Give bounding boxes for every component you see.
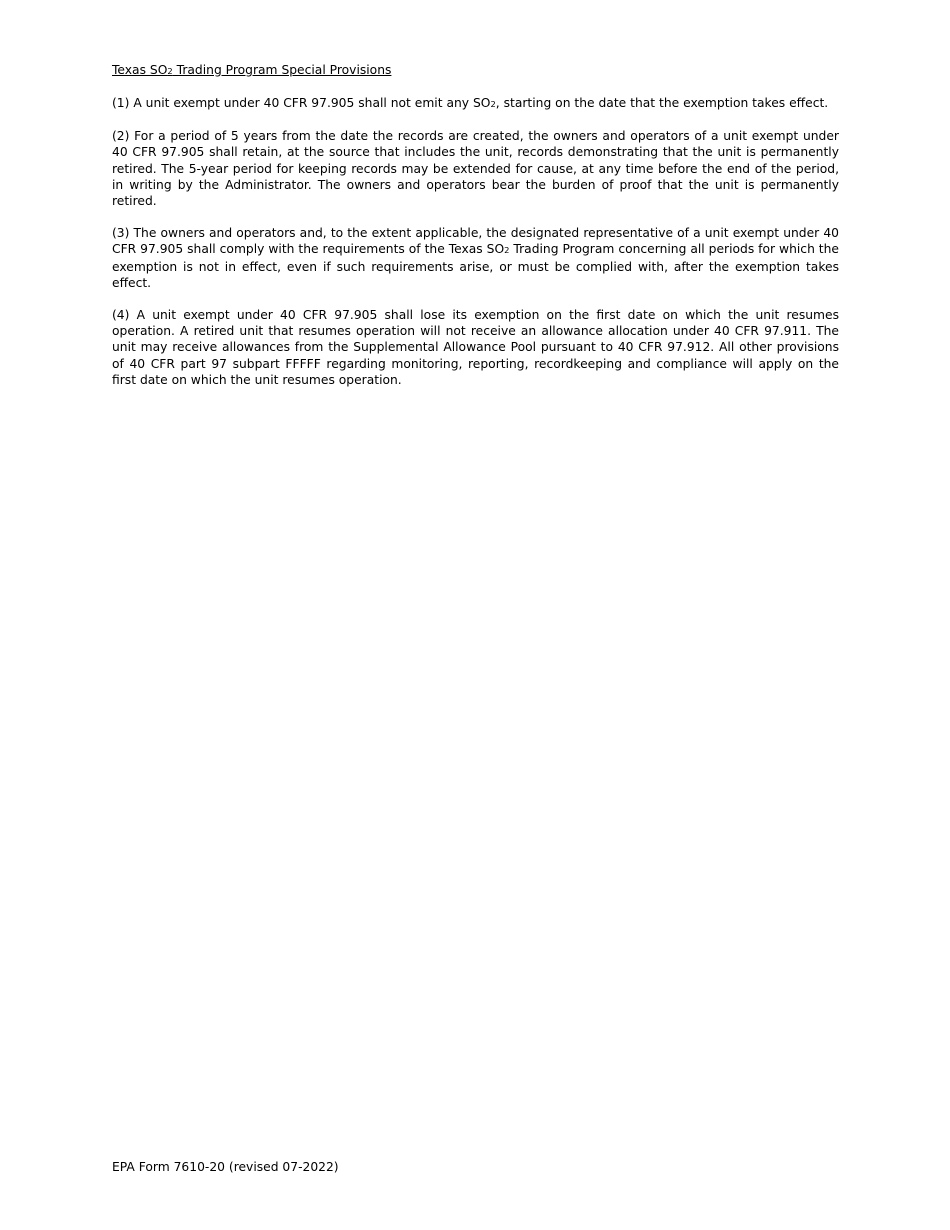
provision-4: (4) A unit exempt under 40 CFR 97.905 shall lose its exemption on the first date on which the unit resumes operation. A retired unit that resumes operation will not receive an allowance allocation under 40 CFR 97.911. The unit may receive allowances from the Supplemental Allowance Pool pursuant to 40 CFR 97.912. All other provisions of 40 CFR part 97 subpart FFFFF regarding monitoring, reporting, recordkeeping and compliance will apply on the first date on which the unit resumes operation. (112, 308, 839, 387)
section-heading-prefix: Texas SO (112, 63, 168, 77)
provision-3-prefix: (3) The owners and operators and, to the extent applicable, the designated representative of a unit exempt under 40 CFR 97.905 shall comply with the requirements of the Texas SO (112, 226, 839, 257)
provision-3-subscript: 2 (504, 245, 510, 256)
section-heading-suffix: Trading Program Special Provisions (172, 63, 392, 77)
provision-3 (112, 225, 839, 291)
provision-1-suffix: , starting on the date that the exemption takes effect. (495, 96, 829, 110)
provision-1 (112, 95, 839, 112)
provision-1-subscript: 2 (490, 99, 496, 109)
section-heading (112, 62, 839, 79)
form-footer: EPA Form 7610-20 (revised 07-2022) (112, 1160, 339, 1174)
section-heading-subscript: 2 (167, 66, 173, 76)
provision-3-suffix: Trading Program concerning all periods for which the exemption is not in effect, even if such requirements arise, or must be complied with, after the exemption takes effect. (112, 242, 839, 290)
document-content (112, 62, 839, 404)
provision-2: (2) For a period of 5 years from the date the records are created, the owners and operators of a unit exempt under 40 CFR 97.905 shall retain, at the source that includes the unit, records demonstrating that the unit is permanently retired. The 5-year period for keeping records may be extended for cause, at any time before the end of the period, in writing by the Administrator. The owners and operators bear the burden of proof that the unit is permanently retired. (112, 129, 839, 209)
provision-1-prefix: (1) A unit exempt under 40 CFR 97.905 shall not emit any SO (112, 96, 491, 110)
